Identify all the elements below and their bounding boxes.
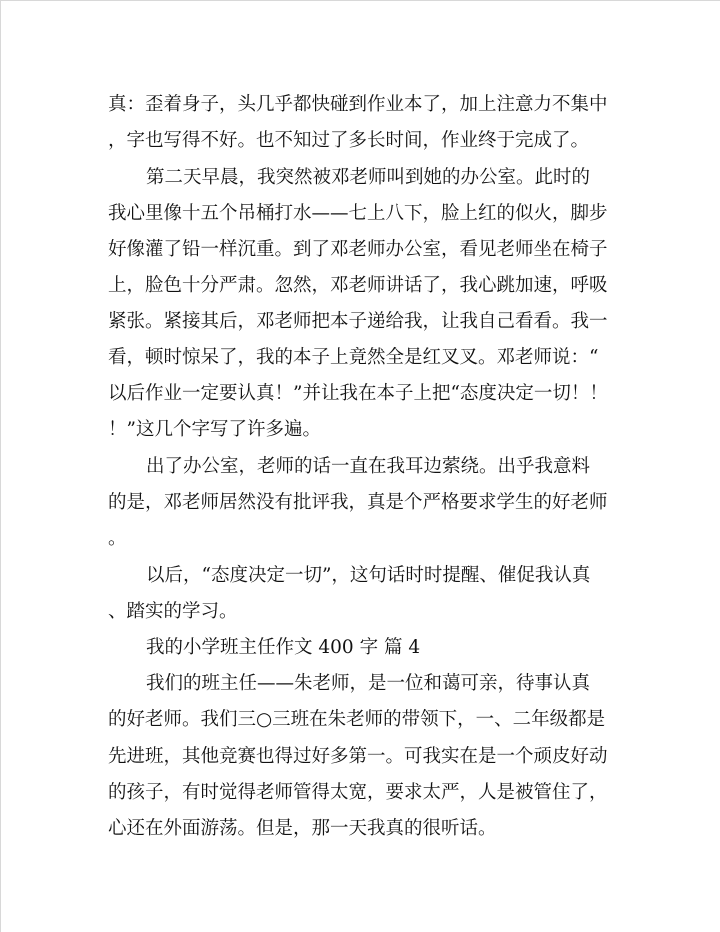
text-line: 的是，邓老师居然没有批评我，真是个严格要求学生的好老师 (108, 492, 608, 513)
paragraph-start-line: 我们的班主任——朱老师，是一位和蔼可亲，待事认真 (146, 673, 591, 694)
text-line: 我心里像十五个吊桶打水——七上八下，脸上红的似火，脚步 (108, 203, 608, 224)
text-line: ！”这几个字写了许多遍。 (108, 419, 321, 440)
text-line: 心还在外面游荡。但是，那一天我真的很听话。 (108, 818, 497, 839)
text-line: 的好老师。我们三○三班在朱老师的带领下，一、二年级都是 (108, 709, 606, 730)
text-line: 好像灌了铅一样沉重。到了邓老师办公室，看见老师坐在椅子 (108, 239, 608, 260)
text-line: 看，顿时惊呆了，我的本子上竟然全是红叉叉。邓老师说：“ (108, 347, 599, 368)
text-line: 上，脸色十分严肃。忽然，邓老师讲话了，我心跳加速，呼吸 (108, 275, 608, 296)
text-line: 、踏实的学习。 (108, 601, 238, 622)
paragraph-start-line: 出了办公室，老师的话一直在我耳边萦绕。出乎我意料 (146, 456, 591, 477)
paragraph-start-line: 第二天早晨，我突然被邓老师叫到她的办公室。此时的 (146, 167, 591, 188)
paragraph-start-line: 以后，“态度决定一切”，这句话时时提醒、催促我认真 (146, 565, 591, 586)
text-line: 的孩子，有时觉得老师管得太宽，要求太严，人是被管住了， (108, 782, 608, 803)
text-line: 先进班，其他竞赛也得过好多第一。可我实在是一个顽皮好动 (108, 746, 608, 767)
section-heading: 我的小学班主任作文 400 字 篇 4 (146, 637, 421, 658)
text-line: 真：歪着身子，头几乎都快碰到作业本了，加上注意力不集中 (108, 94, 608, 115)
text-line: 紧张。紧接其后，邓老师把本子递给我，让我自己看看。我一 (108, 311, 608, 332)
text-line: 。 (108, 528, 127, 549)
text-line: ，字也写得不好。也不知过了多长时间，作业终于完成了。 (108, 130, 590, 151)
text-line: 以后作业一定要认真！”并让我在本子上把“态度决定一切！！ (108, 383, 608, 404)
